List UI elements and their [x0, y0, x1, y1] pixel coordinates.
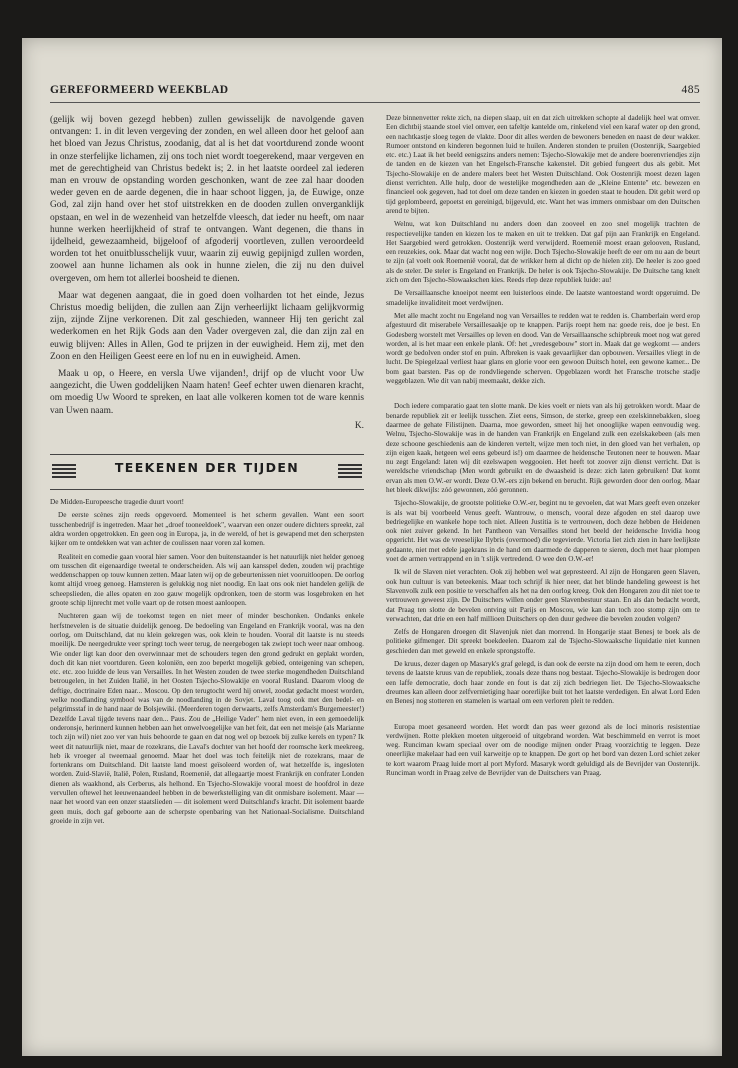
- paragraph: Zelfs de Hongaren droegen dit Slavenjuk niet dan morrend. In Hongarije staat Benesj te boek als de politieke gifmenger. Dit spreekt boekdeelen. Daarom zal de Tsjecho-Slowaaksche liquidatie niet kunnen geschieden dan met geweld en enkele sprongstoffe.: [386, 628, 700, 655]
- paragraph: Europa moet gesaneerd worden. Het wordt dan pas weer gezond als de loci minoris resistentiae verdwijnen. Rotte plekken moeten uitgeroeid of uitgebrand worden. Wat beschimmeld en verrot is moet weg. Runciman kwam speciaal over om de noodige mijnen onder Praag voorzichtig te leggen. Deze oneerlijke makelaar had een vuil karweitje op te knappen. De gort op het bord van dezen Lord schiet zeker te kort waarom Praag luide mort al port Myford. Masaryk wordt geluldigd als de Bevrijder van Oostenrijk. Runciman wordt in Praag zelve de Bevrijder van de Duitschers van Praag.: [386, 722, 700, 777]
- paragraph: Welnu, wat kon Duitschland nu anders doen dan zooveel en zoo snel mogelijk trachten de respectievelijke tanden en kiezen los te maken en uit te trekken. Dat gaf pijn aan Frankrijk en Engeland. Het Saargebied werd getrokken. Oostenrijk werd verwijderd. Roemenië moest eraan gelooven, Rusland, een reuzekies, ook. Maar dat wacht nog een wijle. Doch Tsjecho-Slowakije heeft de eer om nu aan de beurt te zijn (al voelt ook Roemenië vooral, dat de wrikker hem al dicht op de hielen zit). De heeler is zoo goed als de steler. De steler is Engeland en Frankrijk. De heler is ook Tsjecho-Slowakije. De Duitsche tang knelt zich om den Tsjecho-Slowaakschen kies. Reeds rIep deze republiek luide: au!: [386, 220, 700, 285]
- decorative-bars-icon: [338, 464, 362, 480]
- spacer: [386, 711, 700, 723]
- paragraph: De eerste scènes zijn reeds opgevoerd. Momenteel is het scherm gevallen. Want een soort tusschenbedrijf is ingetreden. Maar het „droef tooneeldoek", waarvan een onzer oudere dichters spreekt, zal aldra worden opgetrokken. En geen oog in Europa, ja, in de wereld, of het is gewapend met den scherpsten kijker om te ontdekken wat van achter de coulissen naar voren zal komen.: [50, 511, 364, 548]
- paragraph: De Versaillaansche knoeipot neemt een luisterloos einde. De laatste wantoestand wordt opgeruimd. De smadelijke invaliditeit moet verdwijnen.: [386, 289, 700, 307]
- right-column: [386, 114, 700, 1044]
- paragraph: Tsjecho-Slowakije, de grootste politieke O.W.-er, begint nu te gevoelen, dat wat Mars geeft even onzeker is als wat bij voorbeeld Venus geeft. Wantrouw, o mensch, vooral deze afgoden en stel daarop uwe bedriegelijke en wankele hope toch niet. Alleen Justitia is te vertrouwen, doch deze hebben de Heidenen ook niet zuiver gekend. In het Pantheon van Versailles stond het beeld der heidensche Invidia hoog opgericht. Het was de vreeselijke Ilybris (overmoed) die tegevierde. Victoria liet zich zien in hare leelijkste gedaante, niet met edele jagekrans in de hand om daarmede de dapperen te sieren, doch met haar plompen voet de armen vertrappend en in 't slijk vertredend. O wee den O.W.-er!: [386, 499, 700, 564]
- section-title: TEEKENEN DER TIJDEN: [114, 460, 300, 476]
- sermon-conclusion: [50, 114, 364, 432]
- running-header: [50, 80, 700, 103]
- spacer: [386, 390, 700, 402]
- paragraph: Deze binnenvetter rekte zich, na diepen slaap, uit en dat zich uitrekken schopte al dadelijk heel wat omver. Een dichtbij staande stoel viel omver, een tafeltje kantelde om, rinkelend viel een karaf water op den grond, een nachtkastje sloeg tegen de vlakte. Door dit alles werden de bewoners beneden en naast de deur wakker. Rumoer ontstond en kinderen begonnen luid te huilen. Anderen stonden te pruilen (Oostenrijk, Saargebied etc. etc.) Laat ik het beeld eenigszins anders nemen: Tsjecho-Slowakije met de andere boerenvriendjes zijn de tanden en de kiezen van het Engelsch-Fransche kakenstel. Dit gebied fungeert dus als gebit. Met Tsjecho-Slowakije en de andere malers beet het Westen Duitschland. Ook Oostenrijk moest dezen lagen dienst verrichten. Alle hulp, door de westelijke mogendheden aan de „Kleine Entente" etc. bewezen en financieel ook gegeven, had tot doel om deze tanden en kiezen in goeden staat te houden. Dit gebit werd op tijd geplombeerd, gepoetst en gereinigd, bijgevuld, etc. Want het was immers onmisbaar om den Duitschen arend te bijten.: [386, 114, 700, 215]
- document-page: [22, 38, 722, 1056]
- article-subtitle: De Midden-Europeesche tragedie duurt voort!: [50, 498, 185, 507]
- left-column: [50, 114, 364, 1044]
- paragraph: Ik wil de Slaven niet verachten. Ook zij hebben wel wat gepresteerd. Al zijn de Hongaren geen Slaven, ook hun cultuur is van beteekenis. Maar toch schrijf ik hier neer, dat het blinde handeling geweest is het Slavenvolk zulk een positie te verschaffen als het na den oorlog kreeg. Ook den Hongaren zou dit niet toe te vertrouwen geweest zijn. De Duitschers willen onder geen Slavenbestuur staan. En als dan bedacht wordt, dat Praag ten slotte de bevelen ontving uit Parijs en Moscou, wie kan dan toch zoo stomp zijn om te verwachten, dat drie en een half millioen Duitschers op den duur gedwee die bevelen zouden volgen?: [386, 568, 700, 623]
- paragraph: Doch iedere comparatio gaat ten slotte mank. De kies voelt er niets van als hij getrokken wordt. Maar de benarde republiek zit er leelijk tusschen. Ziet eens, Simson, de sterke, greep een ezelskinnebakken, sloeg daarmee de gehate Filistijnen. Daarna, moe geworden, smeet hij het onooglijke wapen eenvoudig weg. Welnu, Tsjecho-Slowakije was in de handen van Frankrijk en Engeland zulk een ezelskakebeen (als men deze schoone geschiedenis aan de kinderen vertelt, wijze men toch niet, in den gloed van het verhalen, op zijn eigen kaak, hetgeen wel eens gebeurd is!) om daarmee de heidensche Teutonen neer te houwen. Maar nu zegt Engeland: laten wij dit ezelswapen weggooien. Het heeft tot zoover zijn dienst verricht. Dat is wereldsche vriendschap (Men wordt gebruikt en de dwaasheid is deze: zich laten gebruiken! Dat komt ervan als men O.W.-er wordt. Deze O.W.-ers zijn bekend en berucht. Rijk geworden door den oorlog. Maar het bleek dikwijls: zóó gewonnen, zóó geronnen.: [386, 402, 700, 494]
- section-heading: [50, 454, 364, 490]
- paragraph: (gelijk wij boven gezegd hebben) zullen gewisselijk de navolgende gaven ontvangen: 1. in dit leven vergeving der zonden, en wel alleen door het geloof aan het bloed van Jezus Christus, zoodanig, dat al is het dat voortdurend zonde woont in onze sterfelijke lichamen, zij ons toch niet wordt toegerekend, maar vergeven en met de gerechtigheid van Christus bedekt is; 2. in het laatste oordeel zal iederen man en vrouw de opstanding worden geschonken, want de zee zal haar dooden weder geven en de aarde degenen, die in haar schoot liggen, ja, de Euwige, onze God, zal zijn hand over het stof uitstrekken en de dooden zullen onverganklijk opstaan, en wel in de wezenheid van hetzelfde vleesch, dat ieder nu heeft, om naar hunne werken heerlijkheid of straf te ontvangen. Want degenen, die thans in ijdelheid, gewezaamheid, bijgeloof of afgoderij voortleven, zullen veroordeeld worden tot het onuitblusschelijk vuur, waarin zij euwig gepijnigd zullen worden, zoowel aan hunne lichamen als ook in hunne zielen, die zij nu den duivel overgeven, om hem tot allerlei boosheid te dienen.: [50, 115, 364, 284]
- page-number: 485: [681, 84, 700, 96]
- paragraph: Maar wat degenen aangaat, die in goed doen volharden tot het einde, Jezus Christus moedig belijden, die zullen aan Zijn verheerlijkt lichaam gelijkvormig zijn, zijnde Zijne verkorenen. Dit zal geschieden, wanneer Hij ten gericht zal wederkomen en het Rijk Gods aan den Vader overgeven zal, die dan zijn zal en euwig blijven: Alles in Allen, God te prijzen in der euwigheid. Hem zij, met den Zoon en den Heiligen Geest eere en lof nu en in euwigheid. Amen.: [50, 290, 364, 362]
- paragraph: Nuchteren gaan wij de toekomst tegen en niet meer of minder beschonken. Ondanks enkele herfstnevelen is de situatie duidelijk genoeg. De bedoeling van Engeland en Frankrijk vooral, was na den oorlog, om Duitschland, dat nu klein gekregen was, ook klein te houden. Vooral dit laatste is nu steeds moeilijk. De neergedrukte veer springt toch weer terug, de neergebogen tak zwiept toch weer naar omhoog. Wie onder ligt kan door den overwinnaar met de schouders tegen den grond gedrukt en geplakt worden, doch dit kan niet voortduren. Geen koloniën, een zoo beperkt mogelijk gebied, onteigening van schepen, etc. etc. zoo luidde de leus van Versailles. In het Westen zouden de twee sterke mogendheden Duitschland betrougelen, in het Zuiden Italië, in het Oosten Tsjecho-Slowakije en vooral Rusland. Daarom vloog de deftige, doctrinaire Eden naar... Moscou. Op den terugtocht werd hij onwel, zoodat gedacht moest worden, welke noodlanding symbool was van de noodlanding in de Sovjet. Laval toog ook met den bedel- en pelgrimsstaf in de hand naar de Bolsjewiki. (Meerderen togen derwaarts, zelfs Amsterdam's Burgemeester!) Dezelfde Laval tijgde tevens naar den... Paus. Zou de „Heilige Vader" hem niet even, in een gemoedelijk onderonsje, herinnerd kunnen hebben aan het onwelvoegelijke van het feit, dat een net meisje (als Marianne toch zijn wil) niet zoo ver van huis behoorde te gaan en dat nog wel op bezoek bij zulke kerels en typen? Ik weet dit natuurlijk niet, maar de rozekrans, die Laval's dochter van het hoofd der roomsche kerk meekreeg, heb ik vroeger al tweemaal genoemd. Maar het doel was toch feitelijk niet de rozekrans, maar de fortenkrans om Duitschland. Dit laatste land moest geïsoleerd worden of, wat hetzelfde is, ingesloten worden. Zuid-Slavië, Italië, Polen, Rusland, Roemenië, dat allegaartje moest Frankrijk en confrater Londen dienen als waakhond, als Cerberus, als helhond. En Tsjecho-Slowakije vooral moest de hoofdrol in deze vervullen oftewel het leeuwenaandeel hebben in de bewerkstelliging van dit onmisbare isolement. Maar — naar het woord van een onzer staatslieden — dit isolement werd Duitschland's kracht. Dit isolement baarde geen muis, doch gaf geboorte aan de scherpste openbaring van het Nationaal-Socialisme. Duitschland groeide in zijn vet.: [50, 612, 364, 825]
- author-signature: K.: [354, 420, 364, 431]
- paragraph: Realiteit en comedie gaan vooral hier samen. Voor den buitenstaander is het natuurlijk niet helder genoeg om tusschen dit eigenaardige tweetal te onderscheiden. Als wij aan kansspel deden, zouden wij prachtige weddenschappen op touw kunnen zetten. Maar laten wij op de gebeurtenissen niet vooruitloopen. De oorlog komt altijd vroeg genoeg. Hamsteren is gelukkig nog niet noodig. En laat ons ook niet handelen gelijk de scheepslieden, die alles opaten en zoo gauw mogelijk opdronken, toen de storm was losgebroken en het groote schip lijnrecht met volle vaart op de rotsen moest aanloopen.: [50, 552, 364, 608]
- paragraph: Maak u op, o Heere, en versla Uwe vijanden!, drijf op de vlucht voor Uw aangezicht, die Uwen goddelijken Naam haten! Geef echter uwen dienaren kracht, om moedig Uw Woord te spreken, en laat alle volkeren komen tot de ware kennis van Uwen naam.: [50, 369, 364, 416]
- paragraph: Met alle macht zocht nu Engeland nog van Versailles te redden wat te redden is. Chamberlain werd erop afgestuurd dit miserabele Versaillesaakje op te knappen. Parijs roept hem na: goede reis, doe je best. En Godesberg worstelt met Versailles op leven en dood. Van de Versaillaansche schipbreuk moet nog wat gered worden, al is het maar een enkele plank. Of: het „vredesgebouw" stort in. Maak dat ge wegkomt — anders wordt ge bedolven onder stof en puin. Afbreken is vaak gevaarlijker dan opbouwen. Versailles vliegt in de lucht. De Spiegelzaal verliest haar glans en glorie voor een gewoon Duitsch hotel, een gewone kamer... De bom gaat barsten. Pas op de rondvliegende scherven. Opgeblazen wordt het Fransche trotsche stadje weggeblazen. Wie dit van nabij meemaakt, dekke zich.: [386, 311, 700, 386]
- publication-title: GEREFORMEERD WEEKBLAD: [50, 84, 229, 96]
- paragraph: De kruus, dezer dagen op Masaryk's graf gelegd, is dan ook de eerste na zijn dood om hem te eeren, doch tevens de laatste kruus van de republiek, zooals deze thans nog bestaat. Tsjecho-Slowakije is bedrogen door een laffe democratie, doch haar zonde en fout is dat zij zich bedriegen liet. De Tsjecho-Slowaaksche dreumes kan alleen door zelfvernietiging haar oorerlijke buit tot het laatste verdedigen. En alwat Lord Eden en Benesj nog stotteren en stamelen is wartaal om een verloren pleit te redden.: [386, 660, 700, 706]
